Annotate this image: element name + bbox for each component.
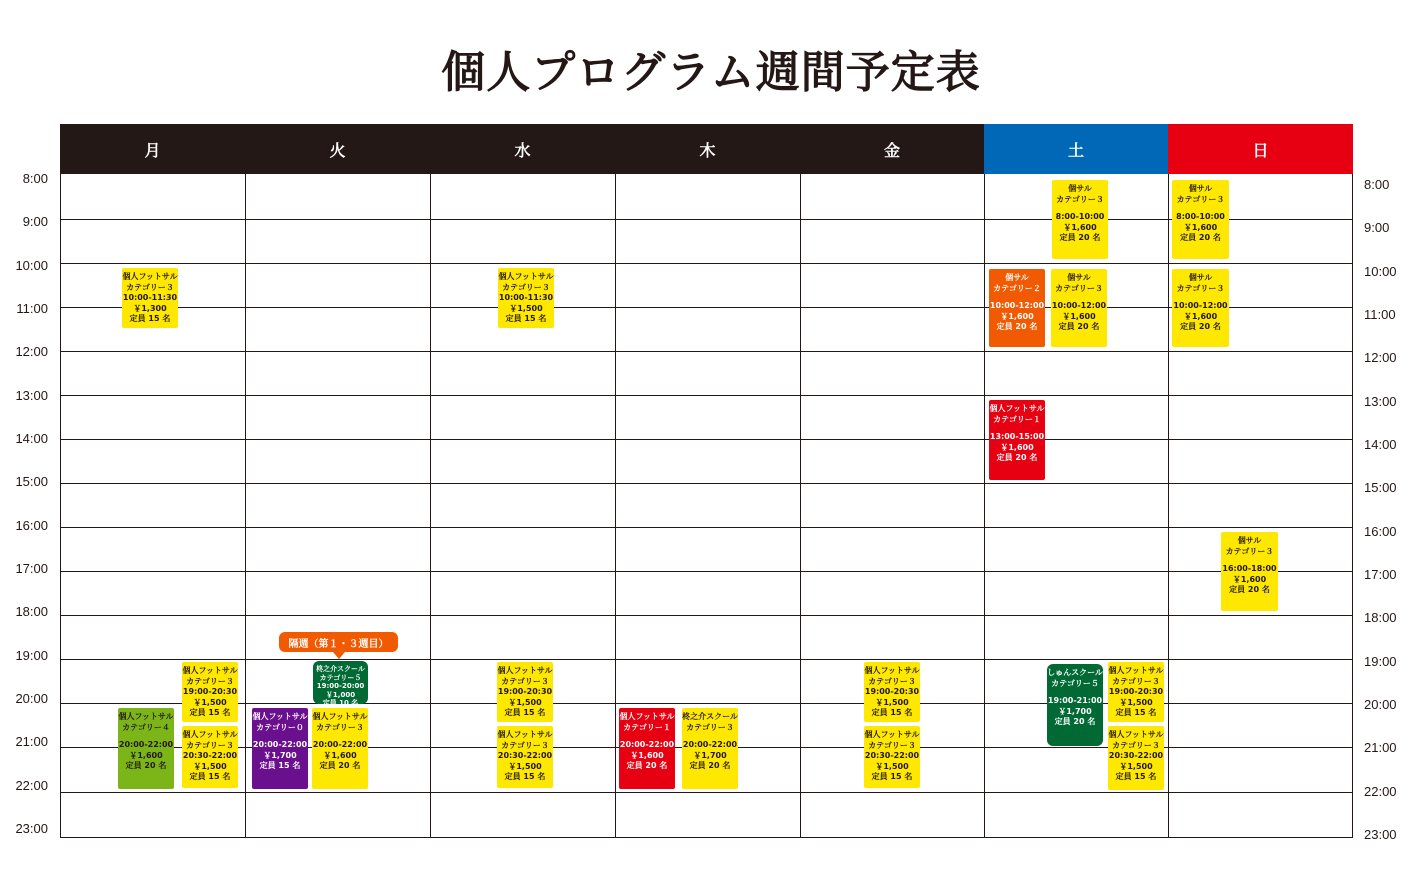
card-program: 個人フットサル: [312, 712, 368, 721]
time-label-right: 17:00: [1364, 567, 1397, 582]
day-divider: [245, 174, 246, 838]
card-line: カテゴリー３: [686, 722, 734, 732]
card-program: 個人フットサル: [182, 730, 238, 739]
card-line: 定員 20 名: [689, 761, 731, 770]
time-label-right: 22:00: [1364, 784, 1397, 799]
card-line: ￥1,000: [325, 690, 356, 699]
card-line: 8:00-10:00: [1055, 212, 1105, 221]
card-line: カテゴリー３: [186, 740, 234, 750]
card-program: 個人フットサル: [989, 404, 1045, 413]
card-line: 定員 20 名: [626, 761, 668, 770]
card-program: 個サル: [1237, 536, 1262, 545]
day-divider: [1168, 174, 1169, 838]
session-card[interactable]: [497, 662, 553, 722]
card-spacer: [682, 733, 738, 740]
card-line: 10:00-12:00: [1051, 301, 1107, 310]
card-line: 定員 10 名: [322, 699, 359, 707]
card-line: カテゴリー５: [1051, 678, 1099, 688]
time-label-left: 16:00: [15, 518, 48, 533]
card-line: ￥1,600: [323, 750, 357, 760]
time-label-left: 12:00: [15, 344, 48, 359]
card-line: 19:00-20:00: [316, 682, 365, 690]
day-header-wed: 水: [430, 124, 615, 174]
day-divider: [984, 174, 985, 838]
hour-line: [61, 615, 1352, 616]
card-line: 定員 20 名: [996, 453, 1038, 462]
card-line: 定員 15 名: [504, 772, 546, 781]
card-line: 定員 20 名: [1180, 322, 1221, 331]
session-card[interactable]: [1051, 269, 1107, 347]
card-spacer: [1172, 294, 1229, 301]
time-label-left: 22:00: [15, 778, 48, 793]
time-label-right: 15:00: [1364, 480, 1397, 495]
card-line: ￥1,600: [1000, 442, 1034, 452]
card-line: 10:00-12:00: [989, 301, 1045, 310]
biweekly-note: 隔週（第１・３週目）: [279, 632, 398, 652]
time-label-left: 11:00: [16, 301, 48, 316]
card-line: ￥1,600: [129, 750, 163, 760]
time-label-right: 21:00: [1364, 740, 1397, 755]
card-program: 個サル: [1068, 184, 1092, 193]
time-label-right: 14:00: [1364, 437, 1397, 452]
session-card[interactable]: [864, 726, 920, 788]
card-program: 個人フットサル: [864, 666, 920, 675]
card-line: 定員 20 名: [125, 761, 167, 770]
time-label-left: 15:00: [15, 474, 48, 489]
hour-line: [61, 263, 1352, 264]
card-line: 16:00-18:00: [1222, 564, 1277, 573]
card-program: 個人フットサル: [182, 666, 238, 675]
card-spacer: [619, 733, 675, 740]
time-label-right: 11:00: [1364, 307, 1396, 322]
card-line: 20:30-22:00: [497, 751, 553, 760]
card-program: 個サル: [1067, 273, 1091, 282]
day-divider: [800, 174, 801, 838]
time-label-right: 18:00: [1364, 610, 1397, 625]
card-line: 20:00-22:00: [118, 740, 174, 749]
card-line: カテゴリー３: [501, 676, 549, 686]
time-label-left: 23:00: [15, 821, 48, 836]
hour-line: [61, 219, 1352, 220]
time-label-left: 14:00: [15, 431, 48, 446]
session-card[interactable]: [1108, 726, 1164, 790]
card-line: ￥1,700: [1058, 706, 1092, 716]
card-line: カテゴリー３: [1225, 546, 1274, 556]
time-label-right: 8:00: [1364, 177, 1390, 192]
card-line: ￥1,300: [133, 303, 167, 313]
time-label-left: 19:00: [15, 648, 48, 663]
time-label-left: 21:00: [15, 734, 48, 749]
session-card[interactable]: [122, 268, 178, 328]
card-line: 定員 15 名: [504, 708, 546, 717]
card-line: ￥1,600: [1063, 222, 1097, 232]
card-line: 19:00-21:00: [1047, 696, 1103, 705]
card-line: カテゴリー１: [993, 414, 1041, 424]
session-card[interactable]: [182, 662, 238, 722]
weekday-header: [60, 124, 1353, 174]
card-line: ￥1,500: [875, 697, 909, 707]
day-header-sat: 土: [984, 124, 1168, 174]
card-line: カテゴリー３: [1056, 194, 1104, 204]
card-line: 定員 15 名: [189, 708, 231, 717]
card-line: ￥1,600: [1183, 311, 1218, 321]
card-line: ￥1,600: [1000, 311, 1034, 321]
card-spacer: [989, 294, 1045, 301]
day-header-tue: 火: [245, 124, 430, 174]
session-card[interactable]: [497, 726, 553, 788]
card-line: 20:00-22:00: [252, 740, 308, 749]
session-card[interactable]: [312, 708, 368, 789]
card-line: 19:00-20:30: [864, 687, 920, 696]
card-line: 19:00-20:30: [497, 687, 553, 696]
hour-line: [61, 792, 1352, 793]
card-line: 10:00-11:30: [122, 293, 178, 302]
card-program: 個人フットサル: [864, 730, 920, 739]
time-label-left: 20:00: [15, 691, 48, 706]
session-card[interactable]: [1052, 180, 1108, 259]
time-label-left: 13:00: [15, 388, 48, 403]
card-line: 定員 20 名: [996, 322, 1038, 331]
time-label-left: 17:00: [15, 561, 48, 576]
card-line: 10:00-11:30: [498, 293, 554, 302]
session-card[interactable]: [989, 269, 1045, 347]
card-line: カテゴリー１: [623, 722, 671, 732]
card-line: 定員 20 名: [319, 761, 361, 770]
card-line: カテゴリー４: [122, 722, 170, 732]
time-label-left: 8:00: [22, 171, 48, 186]
card-line: ￥1,600: [1183, 222, 1218, 232]
card-line: 20:00-22:00: [682, 740, 738, 749]
card-program: 個人フットサル: [497, 730, 553, 739]
session-card[interactable]: [1108, 662, 1164, 722]
card-program: 個サル: [1188, 184, 1213, 193]
card-line: 20:30-22:00: [182, 751, 238, 760]
time-label-right: 10:00: [1364, 264, 1397, 279]
card-line: 定員 15 名: [505, 314, 547, 323]
hour-line: [61, 659, 1352, 660]
card-program: 個人フットサル: [1108, 666, 1164, 675]
card-spacer: [118, 733, 174, 740]
note-pointer: [333, 652, 345, 659]
card-line: 定員 20 名: [1180, 233, 1221, 242]
time-label-left: 9:00: [22, 214, 48, 229]
card-program: 個人フットサル: [118, 712, 174, 721]
time-label-right: 12:00: [1364, 350, 1397, 365]
card-line: ￥1,700: [263, 750, 297, 760]
hour-line: [61, 527, 1352, 528]
session-card[interactable]: [252, 708, 308, 789]
card-line: カテゴリー３: [1112, 676, 1160, 686]
session-card[interactable]: [682, 708, 738, 789]
card-line: ￥1,500: [1119, 761, 1153, 771]
time-label-right: 19:00: [1364, 654, 1397, 669]
hour-line: [61, 483, 1352, 484]
session-card[interactable]: [118, 708, 174, 789]
card-spacer: [1052, 205, 1108, 212]
card-line: 10:00-12:00: [1173, 301, 1228, 310]
card-line: 定員 15 名: [1115, 772, 1157, 781]
session-card[interactable]: [619, 708, 675, 789]
time-label-right: 20:00: [1364, 697, 1397, 712]
day-divider: [430, 174, 431, 838]
card-program: 個サル: [1188, 273, 1213, 282]
card-line: 定員 15 名: [1115, 708, 1157, 717]
card-line: 20:00-22:00: [619, 740, 675, 749]
card-line: カテゴリー３: [186, 676, 234, 686]
card-line: カテゴリー２: [993, 283, 1041, 293]
card-line: カテゴリー３: [1176, 283, 1225, 293]
card-line: 8:00-10:00: [1176, 212, 1225, 221]
day-header-thu: 木: [615, 124, 800, 174]
hour-line: [61, 351, 1352, 352]
card-program: 個人フットサル: [1108, 730, 1164, 739]
card-line: 20:00-22:00: [312, 740, 368, 749]
card-line: カテゴリー３: [868, 740, 916, 750]
day-header-sun: 日: [1168, 124, 1353, 174]
card-program: 個人フットサル: [122, 272, 178, 281]
card-line: 定員 20 名: [1059, 233, 1101, 242]
card-line: 定員 20 名: [1229, 585, 1270, 594]
time-label-right: 13:00: [1364, 394, 1397, 409]
card-line: ￥1,700: [693, 750, 727, 760]
card-program: 個人フットサル: [498, 272, 554, 281]
card-line: 定員 15 名: [189, 772, 231, 781]
card-line: 20:30-22:00: [864, 751, 920, 760]
card-spacer: [1172, 205, 1229, 212]
card-spacer: [989, 425, 1045, 432]
card-line: カテゴリー５: [319, 673, 362, 682]
card-line: ￥1,500: [875, 761, 909, 771]
card-line: 13:00-15:00: [989, 432, 1045, 441]
time-label-left: 18:00: [15, 604, 48, 619]
card-program: 個人フットサル: [619, 712, 675, 721]
card-line: 19:00-20:30: [182, 687, 238, 696]
page-title: 個人プログラム週間予定表: [441, 47, 981, 98]
card-line: カテゴリー３: [1055, 283, 1103, 293]
session-card[interactable]: [1221, 532, 1278, 611]
card-line: 定員 15 名: [129, 314, 171, 323]
time-label-left: 10:00: [15, 258, 48, 273]
card-line: カテゴリー３: [1176, 194, 1225, 204]
card-program: 柊之介スクール: [682, 712, 738, 721]
day-header-fri: 金: [800, 124, 984, 174]
card-line: 19:00-20:30: [1108, 687, 1164, 696]
time-label-right: 23:00: [1364, 827, 1397, 842]
card-line: ￥1,500: [509, 303, 543, 313]
card-program: 柊之介スクール: [316, 665, 365, 673]
card-spacer: [1047, 689, 1103, 696]
card-line: ￥1,500: [193, 697, 227, 707]
hour-line: [61, 571, 1352, 572]
time-label-right: 9:00: [1364, 220, 1390, 235]
session-card[interactable]: [1172, 269, 1229, 347]
card-spacer: [312, 733, 368, 740]
card-program: 個サル: [1005, 273, 1029, 282]
day-header-mon: 月: [60, 124, 245, 174]
card-spacer: [1051, 294, 1107, 301]
session-card[interactable]: [182, 726, 238, 788]
card-line: カテゴリー３: [502, 282, 550, 292]
hour-line: [61, 395, 1352, 396]
card-line: ￥1,500: [508, 697, 542, 707]
bottom-line: [61, 837, 1352, 838]
card-spacer: [1221, 557, 1278, 564]
card-program: しゅんスクール: [1047, 668, 1103, 677]
card-line: 定員 20 名: [1054, 717, 1096, 726]
card-line: ￥1,600: [1232, 574, 1267, 584]
card-line: 定員 15 名: [871, 772, 913, 781]
card-line: ￥1,500: [1119, 697, 1153, 707]
card-line: ￥1,500: [193, 761, 227, 771]
time-label-right: 16:00: [1364, 524, 1397, 539]
session-card[interactable]: [1047, 664, 1103, 746]
card-line: カテゴリー３: [1112, 740, 1160, 750]
card-line: カテゴリー０: [256, 722, 304, 732]
card-line: ￥1,500: [508, 761, 542, 771]
day-divider: [615, 174, 616, 838]
card-line: 定員 15 名: [871, 708, 913, 717]
card-line: 定員 15 名: [259, 761, 301, 770]
card-line: 定員 20 名: [1058, 322, 1100, 331]
session-card[interactable]: [1172, 180, 1229, 259]
card-line: カテゴリー３: [126, 282, 174, 292]
card-line: カテゴリー３: [501, 740, 549, 750]
session-card[interactable]: [864, 662, 920, 722]
hour-line: [61, 439, 1352, 440]
session-card[interactable]: [989, 400, 1045, 480]
session-card[interactable]: [313, 661, 368, 707]
card-line: カテゴリー３: [868, 676, 916, 686]
card-program: 個人フットサル: [497, 666, 553, 675]
card-line: ￥1,600: [1062, 311, 1096, 321]
session-card[interactable]: [498, 268, 554, 328]
hour-line: [61, 307, 1352, 308]
card-spacer: [252, 733, 308, 740]
card-line: カテゴリー３: [316, 722, 364, 732]
card-line: ￥1,600: [630, 750, 664, 760]
card-program: 個人フットサル: [252, 712, 308, 721]
card-line: 20:30-22:00: [1108, 751, 1164, 760]
